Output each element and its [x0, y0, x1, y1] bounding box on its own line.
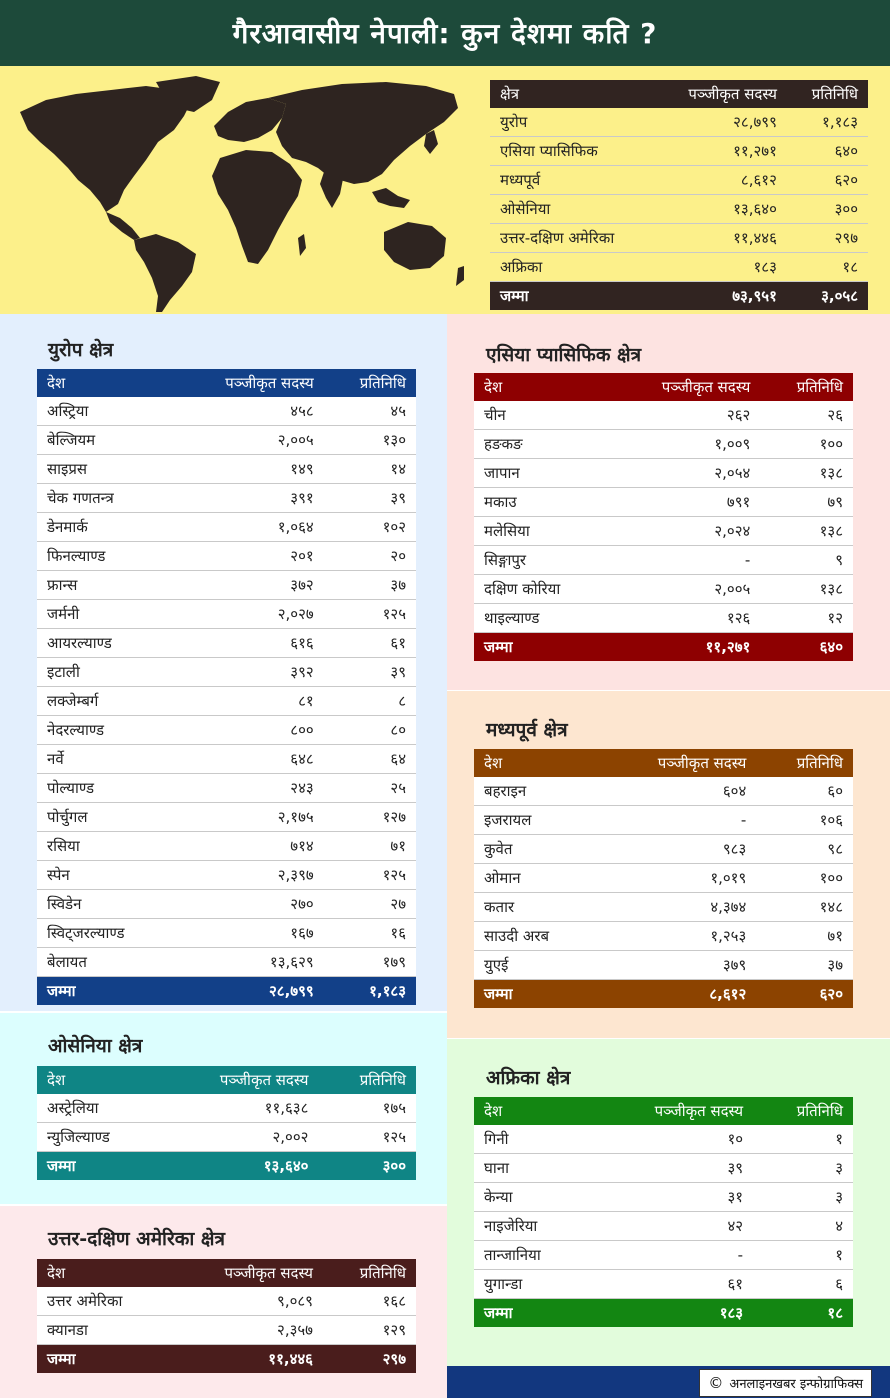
asia-table	[474, 373, 853, 661]
reps-cell: प्रतिनिधि	[359, 374, 406, 392]
members-cell: ३९२	[173, 658, 324, 687]
reps-cell: २५	[324, 774, 416, 803]
table-row	[474, 1183, 853, 1212]
table-row	[37, 745, 416, 774]
country-cell: कतार	[474, 893, 598, 922]
members-cell: १८३	[719, 1304, 744, 1322]
table-row	[474, 459, 853, 488]
members-cell: १८३	[654, 253, 787, 282]
country-cell: मलेसिया	[474, 517, 609, 546]
summary-row	[490, 195, 868, 224]
table-total-row	[37, 1345, 416, 1374]
country-cell: ओमान	[474, 864, 598, 893]
table-row	[37, 426, 416, 455]
total-members: ७३,९५१	[732, 287, 777, 305]
table-row	[37, 484, 416, 513]
reps-cell: १७५	[318, 1094, 416, 1123]
country-cell: मध्यपूर्व	[490, 166, 654, 195]
reps-cell: प्रतिनिधि	[796, 754, 843, 772]
country-cell: स्विडेन	[37, 890, 173, 919]
country-cell: बहराइन	[474, 777, 598, 806]
reps-cell: ६२०	[787, 166, 868, 195]
table-row	[474, 488, 853, 517]
members-cell: ६४८	[173, 745, 324, 774]
country-cell: पोर्चुगल	[37, 803, 173, 832]
members-cell: ११,६३८	[159, 1094, 319, 1123]
table-row	[474, 430, 853, 459]
reps-cell: १	[753, 1125, 853, 1154]
country-cell: नाइजेरिया	[474, 1212, 590, 1241]
summary-body	[490, 108, 868, 282]
reps-cell: ४	[753, 1212, 853, 1241]
country-cell: स्पेन	[37, 861, 173, 890]
members-cell: ४५८	[173, 397, 324, 426]
country-cell: देश	[47, 374, 66, 392]
members-cell: १६७	[173, 919, 324, 948]
reps-cell: ६४	[324, 745, 416, 774]
page-title	[0, 0, 890, 66]
reps-cell: १८	[787, 253, 868, 282]
table-row	[37, 803, 416, 832]
table-row	[474, 401, 853, 430]
reps-cell: १३८	[760, 459, 853, 488]
reps-cell: १,१८३	[787, 108, 868, 137]
reps-cell: १६८	[323, 1287, 416, 1316]
table-row	[37, 658, 416, 687]
reps-cell: १२५	[318, 1123, 416, 1152]
table-row	[37, 919, 416, 948]
table-row	[37, 832, 416, 861]
europe-table	[37, 369, 416, 1005]
reps-cell: १६	[324, 919, 416, 948]
members-cell: २,०२७	[173, 600, 324, 629]
summary-table	[490, 80, 868, 310]
members-cell: २,०२४	[609, 517, 761, 546]
reps-cell: ६४०	[787, 137, 868, 166]
members-cell: २,००२	[159, 1123, 319, 1152]
table-row	[474, 777, 853, 806]
table-total-row	[37, 1152, 416, 1181]
country-cell: युएई	[474, 951, 598, 980]
members-cell: २८,७९९	[654, 108, 787, 137]
country-cell: बेल्जियम	[37, 426, 173, 455]
reps-cell: २०	[324, 542, 416, 571]
members-cell: ४,३७४	[598, 893, 756, 922]
members-cell: २,१७५	[173, 803, 324, 832]
members-cell: २,००५	[173, 426, 324, 455]
reps-cell: ३७	[756, 951, 853, 980]
country-cell: सिङ्गापुर	[474, 546, 609, 575]
reps-cell: ३९	[324, 658, 416, 687]
table-row	[474, 864, 853, 893]
table-row	[37, 890, 416, 919]
table-total-row	[474, 633, 853, 662]
table-row	[474, 951, 853, 980]
members-cell: ६०४	[598, 777, 756, 806]
reps-cell: २९७	[382, 1350, 406, 1368]
table-row	[474, 575, 853, 604]
country-cell: देश	[47, 1264, 66, 1282]
country-cell: पोल्याण्ड	[37, 774, 173, 803]
oceania-title: ओसेनिया क्षेत्र	[48, 1035, 143, 1057]
members-cell: ११,४४६	[268, 1350, 313, 1368]
reps-cell: १२५	[324, 861, 416, 890]
members-cell: २८,७९९	[269, 982, 314, 1000]
members-cell: ३७९	[598, 951, 756, 980]
country-cell: जम्मा	[484, 638, 513, 656]
table-row	[37, 948, 416, 977]
country-cell: केन्या	[474, 1183, 590, 1212]
reps-cell: प्रतिनिधि	[796, 1102, 843, 1120]
reps-cell: ४५	[324, 397, 416, 426]
reps-cell: ३००	[787, 195, 868, 224]
reps-cell: १००	[756, 864, 853, 893]
country-cell: चीन	[474, 401, 609, 430]
members-cell: १३,६२९	[173, 948, 324, 977]
reps-cell: १००	[760, 430, 853, 459]
reps-cell: ६०	[756, 777, 853, 806]
table-total-row	[474, 1299, 853, 1328]
credit-text: अनलाइनखबर इन्फोग्राफिक्स	[729, 1377, 863, 1392]
members-cell: ३१	[590, 1183, 754, 1212]
table-row	[474, 835, 853, 864]
middle-east-table	[474, 749, 853, 1008]
reps-cell: ३००	[382, 1157, 406, 1175]
reps-cell: ६	[753, 1270, 853, 1299]
members-cell: १४९	[173, 455, 324, 484]
country-cell: क्यानडा	[37, 1316, 171, 1345]
summary-row	[490, 108, 868, 137]
table-row	[474, 893, 853, 922]
col-region: क्षेत्र	[500, 85, 520, 103]
country-cell: फ्रान्स	[37, 571, 173, 600]
members-cell: १,२५३	[598, 922, 756, 951]
members-cell: ९,०८९	[171, 1287, 323, 1316]
members-cell: ६१६	[173, 629, 324, 658]
table-total-row	[37, 977, 416, 1006]
country-cell: थाइल्याण्ड	[474, 604, 609, 633]
america-title: उत्तर-दक्षिण अमेरिका क्षेत्र	[48, 1228, 225, 1250]
members-cell: २६२	[609, 401, 761, 430]
reps-cell: १	[753, 1241, 853, 1270]
country-cell: न्युजिल्याण्ड	[37, 1123, 159, 1152]
table-header-row	[37, 1066, 416, 1094]
africa-table	[474, 1097, 853, 1327]
country-cell: देश	[484, 754, 503, 772]
members-cell: २४३	[173, 774, 324, 803]
table-header-row	[474, 373, 853, 401]
reps-cell: प्रतिनिधि	[359, 1071, 406, 1089]
reps-cell: १४	[324, 455, 416, 484]
table-row	[37, 1123, 416, 1152]
country-cell: स्विट्जरल्याण्ड	[37, 919, 173, 948]
reps-cell: १०६	[756, 806, 853, 835]
table-row	[474, 517, 853, 546]
table-row	[37, 397, 416, 426]
reps-cell: १३८	[760, 575, 853, 604]
country-cell: गिनी	[474, 1125, 590, 1154]
table-row	[37, 513, 416, 542]
members-cell: पञ्जीकृत सदस्य	[219, 1071, 309, 1089]
members-cell: २,००५	[609, 575, 761, 604]
table-row	[37, 1316, 416, 1345]
table-row	[37, 629, 416, 658]
country-cell: जम्मा	[484, 985, 513, 1003]
reps-cell: ६१	[324, 629, 416, 658]
members-cell: ११,२७१	[705, 638, 751, 656]
members-cell: १०	[590, 1125, 754, 1154]
summary-row	[490, 166, 868, 195]
col-members: पञ्जीकृत सदस्य	[688, 85, 777, 103]
reps-cell: ८	[324, 687, 416, 716]
members-cell: ३९	[590, 1154, 754, 1183]
country-cell: दक्षिण कोरिया	[474, 575, 609, 604]
members-cell: -	[609, 546, 761, 575]
table-row	[37, 687, 416, 716]
table-total-row	[474, 980, 853, 1009]
members-cell: २,३९७	[173, 861, 324, 890]
members-cell: ३९१	[173, 484, 324, 513]
summary-row	[490, 253, 868, 282]
country-cell: युगान्डा	[474, 1270, 590, 1299]
members-cell: ३७२	[173, 571, 324, 600]
reps-cell: ३	[753, 1154, 853, 1183]
members-cell: २०१	[173, 542, 324, 571]
table-header-row	[474, 749, 853, 777]
country-cell: चेक गणतन्त्र	[37, 484, 173, 513]
table-row	[37, 716, 416, 745]
members-cell: १३,६४०	[263, 1157, 309, 1175]
summary-row	[490, 137, 868, 166]
members-cell: ८१	[173, 687, 324, 716]
country-cell: देश	[47, 1071, 66, 1089]
members-cell: २,०५४	[609, 459, 761, 488]
members-cell: ११,२७१	[654, 137, 787, 166]
table-row	[474, 1241, 853, 1270]
members-cell: २,३५७	[171, 1316, 323, 1345]
country-cell: जम्मा	[47, 1157, 76, 1175]
reps-cell: १२७	[324, 803, 416, 832]
summary-header-row	[490, 80, 868, 108]
reps-cell: ९	[760, 546, 853, 575]
table-row	[474, 546, 853, 575]
reps-cell: प्रतिनिधि	[796, 378, 843, 396]
members-cell: २७०	[173, 890, 324, 919]
members-cell: ७९१	[609, 488, 761, 517]
table-row	[37, 455, 416, 484]
footer-bar	[447, 1366, 890, 1398]
country-cell: साइप्रस	[37, 455, 173, 484]
country-cell: रसिया	[37, 832, 173, 861]
country-cell: फिनल्याण्ड	[37, 542, 173, 571]
table-row	[474, 1270, 853, 1299]
table-header-row	[474, 1097, 853, 1125]
asia-title: एसिया प्यासिफिक क्षेत्र	[486, 344, 642, 366]
country-cell: अफ्रिका	[490, 253, 654, 282]
reps-cell: ९८	[756, 835, 853, 864]
members-cell: १३,६४०	[654, 195, 787, 224]
members-cell: -	[590, 1241, 754, 1270]
country-cell: कुवेत	[474, 835, 598, 864]
members-cell: ११,४४६	[654, 224, 787, 253]
reps-cell: ८०	[324, 716, 416, 745]
summary-total-row	[490, 282, 868, 311]
country-cell: बेलायत	[37, 948, 173, 977]
table-header-row	[37, 369, 416, 397]
country-cell: इजरायल	[474, 806, 598, 835]
reps-cell: २६	[760, 401, 853, 430]
members-cell: ७१४	[173, 832, 324, 861]
table-row	[37, 542, 416, 571]
europe-title: युरोप क्षेत्र	[48, 339, 114, 361]
col-reps: प्रतिनिधि	[811, 85, 858, 103]
country-cell: तान्जानिया	[474, 1241, 590, 1270]
reps-cell: १३८	[760, 517, 853, 546]
country-cell: मकाउ	[474, 488, 609, 517]
table-row	[37, 571, 416, 600]
total-label: जम्मा	[500, 287, 529, 305]
members-cell: १,०६४	[173, 513, 324, 542]
members-cell: ९८३	[598, 835, 756, 864]
members-cell: पञ्जीकृत सदस्य	[225, 374, 314, 392]
table-row	[37, 774, 416, 803]
reps-cell: ६४०	[819, 638, 843, 656]
country-cell: जर्मनी	[37, 600, 173, 629]
members-cell: १,००९	[609, 430, 761, 459]
members-cell: १,०१९	[598, 864, 756, 893]
country-cell: घाना	[474, 1154, 590, 1183]
reps-cell: १४८	[756, 893, 853, 922]
country-cell: एसिया प्यासिफिक	[490, 137, 654, 166]
members-cell: पञ्जीकृत सदस्य	[224, 1264, 313, 1282]
reps-cell: ३९	[324, 484, 416, 513]
reps-cell: ७१	[756, 922, 853, 951]
page-title-text: गैरआवासीय नेपाली: कुन देशमा कति ?	[232, 17, 658, 50]
country-cell: अस्ट्रेलिया	[37, 1094, 159, 1123]
reps-cell: १,१८३	[369, 982, 406, 1000]
country-cell: जापान	[474, 459, 609, 488]
members-cell: ८,६१२	[709, 985, 747, 1003]
america-table	[37, 1259, 416, 1373]
country-cell: इटाली	[37, 658, 173, 687]
reps-cell: १०२	[324, 513, 416, 542]
country-cell: युरोप	[490, 108, 654, 137]
table-row	[37, 1094, 416, 1123]
reps-cell: १२	[760, 604, 853, 633]
country-cell: नेदरल्याण्ड	[37, 716, 173, 745]
reps-cell: १८	[827, 1304, 843, 1322]
country-cell: लक्जेम्बर्ग	[37, 687, 173, 716]
reps-cell: ७९	[760, 488, 853, 517]
table-row	[474, 1125, 853, 1154]
reps-cell: ६२०	[819, 985, 843, 1003]
copyright-icon: ©	[708, 1374, 724, 1392]
members-cell: ८००	[173, 716, 324, 745]
reps-cell: १३०	[324, 426, 416, 455]
reps-cell: २७	[324, 890, 416, 919]
middle-east-title: मध्यपूर्व क्षेत्र	[486, 719, 568, 741]
country-cell: देश	[484, 1102, 503, 1120]
table-row	[474, 1212, 853, 1241]
reps-cell: १७९	[324, 948, 416, 977]
reps-cell: १२५	[324, 600, 416, 629]
country-cell: जम्मा	[47, 982, 76, 1000]
table-row	[474, 604, 853, 633]
country-cell: नर्वे	[37, 745, 173, 774]
members-cell: पञ्जीकृत सदस्य	[654, 1102, 744, 1120]
table-row	[474, 922, 853, 951]
credit-badge	[699, 1369, 872, 1397]
country-cell: जम्मा	[47, 1350, 76, 1368]
reps-cell: ३	[753, 1183, 853, 1212]
country-cell: हङकङ	[474, 430, 609, 459]
table-row	[37, 600, 416, 629]
members-cell: -	[598, 806, 756, 835]
table-header-row	[37, 1259, 416, 1287]
summary-row	[490, 224, 868, 253]
members-cell: पञ्जीकृत सदस्य	[657, 754, 747, 772]
table-row	[474, 1154, 853, 1183]
country-cell: उत्तर अमेरिका	[37, 1287, 171, 1316]
table-row	[37, 861, 416, 890]
members-cell: ८,६१२	[654, 166, 787, 195]
reps-cell: १२९	[323, 1316, 416, 1345]
country-cell: ओसेनिया	[490, 195, 654, 224]
country-cell: उत्तर-दक्षिण अमेरिका	[490, 224, 654, 253]
table-row	[474, 806, 853, 835]
oceania-table	[37, 1066, 416, 1180]
reps-cell: ७१	[324, 832, 416, 861]
members-cell: पञ्जीकृत सदस्य	[661, 378, 751, 396]
country-cell: अस्ट्रिया	[37, 397, 173, 426]
reps-cell: ३७	[324, 571, 416, 600]
country-cell: साउदी अरब	[474, 922, 598, 951]
total-reps: ३,०५८	[821, 287, 858, 305]
reps-cell: २९७	[787, 224, 868, 253]
africa-title: अफ्रिका क्षेत्र	[486, 1067, 571, 1089]
country-cell: जम्मा	[484, 1304, 513, 1322]
country-cell: डेनमार्क	[37, 513, 173, 542]
members-cell: १२६	[609, 604, 761, 633]
members-cell: ६१	[590, 1270, 754, 1299]
world-map-icon	[6, 72, 466, 312]
country-cell: आयरल्याण्ड	[37, 629, 173, 658]
reps-cell: प्रतिनिधि	[359, 1264, 406, 1282]
country-cell: देश	[484, 378, 503, 396]
table-row	[37, 1287, 416, 1316]
members-cell: ४२	[590, 1212, 754, 1241]
